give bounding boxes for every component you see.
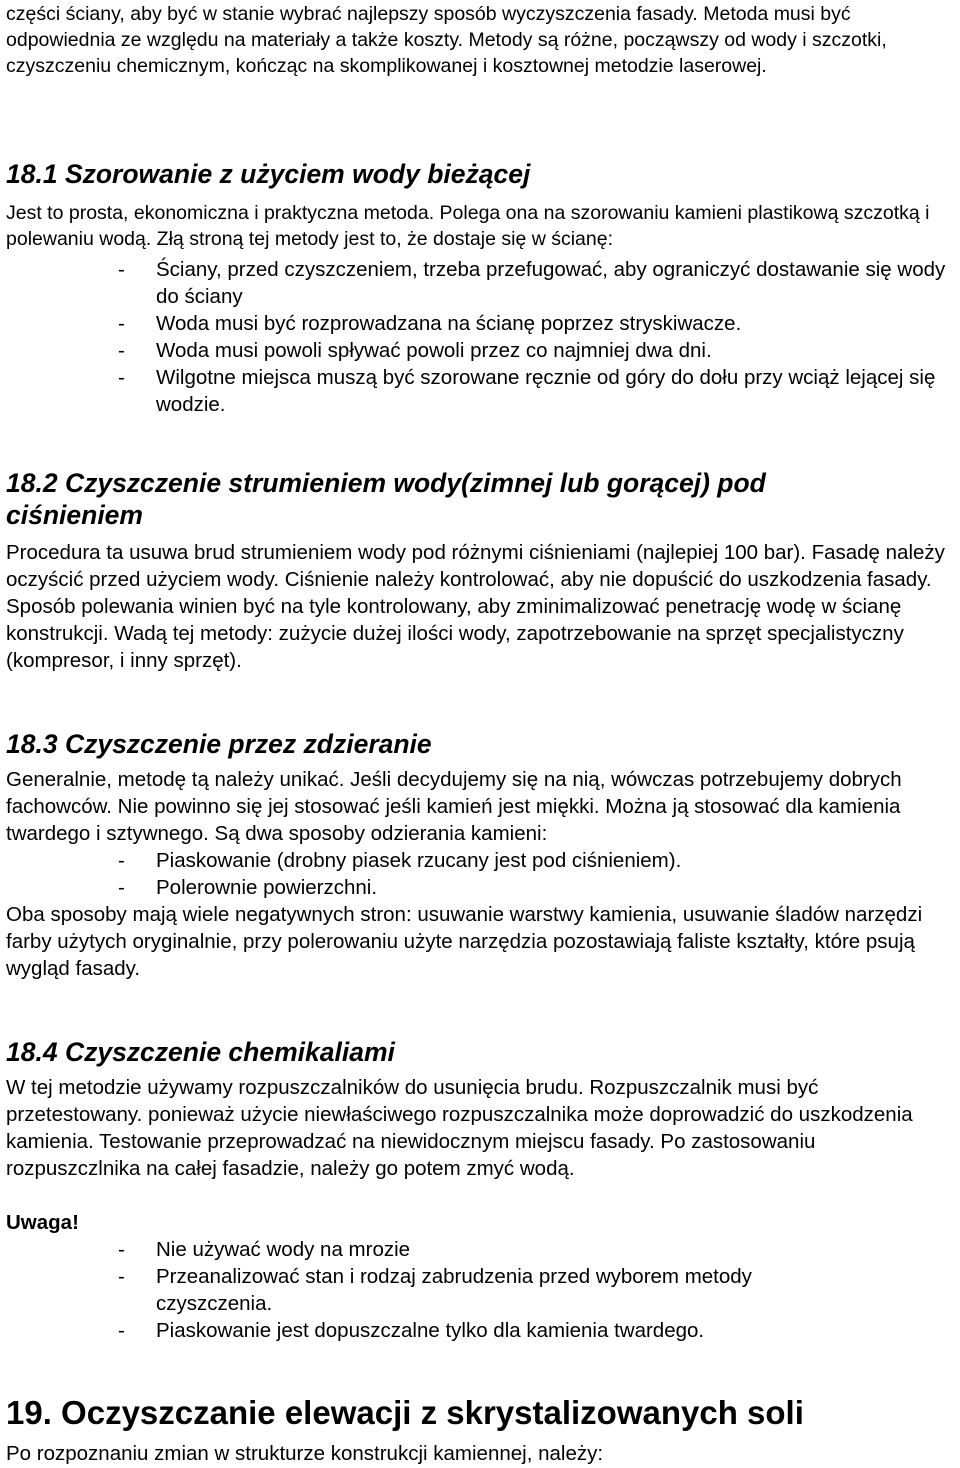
section-19-heading: 19. Oczyszczanie elewacji z skrystalizowanych soli — [6, 1394, 804, 1431]
list-item: - Ściany, przed czyszczeniem, trzeba przefugować, aby ograniczyć dostawanie się wody do ściany — [118, 258, 946, 308]
list-item: - Woda musi powoli spływać powoli przez co najmniej dwa dni. — [118, 339, 712, 362]
section-18-1-paragraph: Jest to prosta, ekonomiczna i praktyczna metoda. Polega ona na szorowaniu kamieni plastikową szczotką i polewaniu wodą. Złą stroną tej metody jest to, że dostaje się w ścianę: — [6, 202, 930, 250]
section-18-3-paragraph-2: Oba sposoby mają wiele negatywnych stron: usuwanie warstwy kamienia, usuwanie śladów narzędzi farby użytych oryginalnie, przy polerowaniu użyte narzędzia pozostawiają faliste kształty, które psują wygląd fasady. — [6, 903, 923, 980]
section-18-3-heading: 18.3 Czyszczenie przez zdzieranie — [6, 729, 432, 759]
list-item: - Wilgotne miejsca muszą być szorowane ręcznie od góry do dołu przy wciąż lejącej się wodzie. — [118, 366, 936, 416]
intro-paragraph: części ściany, aby być w stanie wybrać najlepszy sposób wyczyszczenia fasady. Metoda musi być odpowiednia ze względu na materiały a także koszty. Metody są różne, począwszy od wody i szczotki, czyszczeniu chemicznym, kończąc na skomplikowanej i kosztownej metodzie laserowej. — [6, 3, 887, 77]
section-18-4-heading: 18.4 Czyszczenie chemikaliami — [6, 1037, 395, 1067]
list-item: - Piaskowanie jest dopuszczalne tylko dla kamienia twardego. — [118, 1319, 705, 1342]
section-18-1-list — [6, 256, 956, 418]
list-item: - Woda musi być rozprowadzana na ścianę poprzez stryskiwacze. — [118, 312, 742, 335]
section-18-2-heading: 18.2 Czyszczenie strumieniem wody(zimnej lub gorącej) pod ciśnieniem — [6, 468, 766, 530]
section-18-4-paragraph: W tej metodzie używamy rozpuszczalników do usunięcia brudu. Rozpuszczalnik musi być przetestowany. ponieważ użycie niewłaściwego rozpuszczalnika może doprowadzić do uszkodzenia kamienia. Testowanie przeprowadzać na niewidocznym miejscu fasady. Po zastosowaniu rozpuszczlnika na całej fasadzie, należy go potem zmyć wodą. — [6, 1076, 913, 1180]
list-item: - Piaskowanie (drobny piasek rzucany jest pod ciśnieniem). — [118, 849, 682, 872]
list-item: - Polerownie powierzchni. — [118, 876, 378, 899]
section-18-4-list — [6, 1236, 956, 1344]
section-18-1-heading: 18.1 Szorowanie z użyciem wody bieżącej — [6, 159, 531, 189]
section-18-3-list — [6, 847, 956, 901]
section-18-2-paragraph: Procedura ta usuwa brud strumieniem wody pod różnymi ciśnieniami (najlepiej 100 bar). Fasadę należy oczyścić przed użyciem wody. Ciśnienie należy kontrolować, aby nie dopuścić do uszkodzenia fasady. Sposób polewania winien być na tyle kontrolowany, aby zminimalizować penetrację wodę w ścianę konstrukcji. Wadą tej metody: zużycie dużej ilości wody, zapotrzebowanie na sprzęt specjalistyczny (kompresor, i inny sprzęt). — [6, 541, 945, 672]
section-18-3-paragraph: Generalnie, metodę tą należy unikać. Jeśli decydujemy się na nią, wówczas potrzebujemy dobrych fachowców. Nie powinno się jej stosować jeśli kamień jest miękki. Można ją stosować dla kamienia twardego i sztywnego. Są dwa sposoby odzierania kamieni: — [6, 768, 902, 845]
list-item: - Nie używać wody na mrozie — [118, 1238, 411, 1261]
warning-label: Uwaga! — [6, 1211, 79, 1234]
section-19-paragraph: Po rozpoznaniu zmian w strukturze konstrukcji kamiennej, należy: — [6, 1442, 604, 1465]
list-item: - Przeanalizować stan i rodzaj zabrudzenia przed wyborem metody czyszczenia. — [118, 1265, 752, 1315]
